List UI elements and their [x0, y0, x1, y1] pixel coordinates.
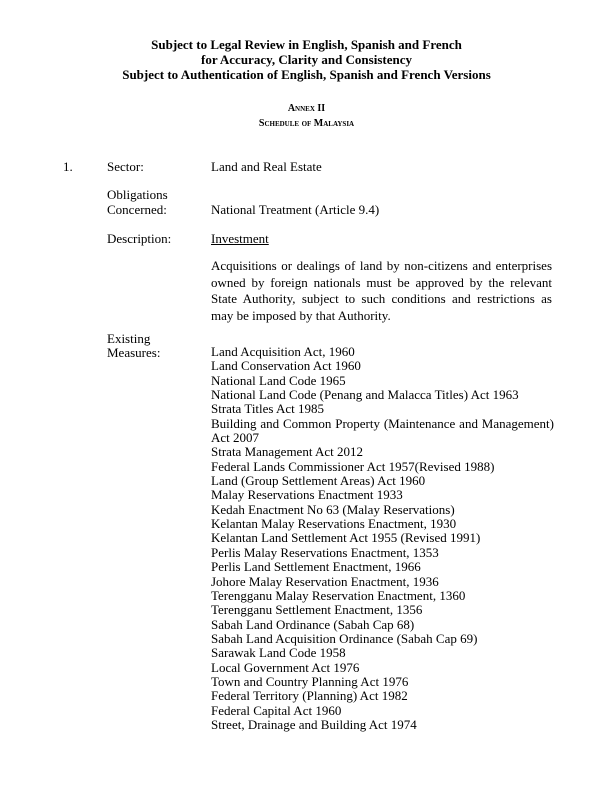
- existing-measures-label-2: Measures:: [107, 345, 161, 360]
- measure-item: Land Acquisition Act, 1960: [211, 344, 355, 359]
- annex-subtitle: Schedule of Malaysia: [258, 118, 355, 129]
- measure-item: Federal Capital Act 1960: [211, 702, 342, 718]
- document-header: [0, 37, 613, 82]
- measure-item: Malay Reservations Enactment 1933: [211, 487, 403, 503]
- measure-item: Perlis Land Settlement Enactment, 1966: [211, 559, 421, 575]
- measure-item: Kelantan Malay Reservations Enactment, 1930: [211, 516, 457, 532]
- measure-item: National Land Code (Penang and Malacca Titles) Act 1963: [211, 387, 519, 403]
- annex-title: Annex II: [287, 103, 326, 114]
- description-heading: Investment: [211, 231, 269, 246]
- header-line-3: Subject to Authentication of English, Spanish and French Versions: [122, 67, 491, 82]
- measure-item: Strata Titles Act 1985: [211, 401, 325, 417]
- measure-item: Local Government Act 1976: [211, 659, 360, 675]
- measure-item: Johore Malay Reservation Enactment, 1936: [211, 573, 439, 589]
- obligations-label-2: Concerned:: [107, 202, 167, 217]
- measure-item: Federal Territory (Planning) Act 1982: [211, 688, 408, 704]
- obligations-label-1: Obligations: [107, 187, 168, 202]
- obligations-value: National Treatment (Article 9.4): [211, 202, 380, 217]
- sector-value: Land and Real Estate: [211, 159, 322, 174]
- header-line-2: for Accuracy, Clarity and Consistency: [201, 52, 412, 67]
- measure-item: Land (Group Settlement Areas) Act 1960: [211, 473, 426, 489]
- description-text: Acquisitions or dealings of land by non-citizens and enterprises owned by foreign nationals must be approved by the relevant State Authority, subject to such conditions and restrictions as may be imposed by that Authority.: [211, 258, 552, 323]
- measure-item: Federal Lands Commissioner Act 1957(Revised 1988): [211, 458, 495, 474]
- measure-item: Terengganu Malay Reservation Enactment, 1360: [211, 587, 466, 603]
- measure-item: Sabah Land Ordinance (Sabah Cap 68): [211, 616, 415, 632]
- existing-measures-label-1: Existing: [107, 331, 151, 346]
- measure-item: Sabah Land Acquisition Ordinance (Sabah Cap 69): [211, 630, 478, 646]
- measure-item: Kelantan Land Settlement Act 1955 (Revised 1991): [211, 530, 481, 546]
- measure-item: Town and Country Planning Act 1976: [211, 673, 409, 689]
- sector-label: Sector:: [107, 159, 144, 174]
- measure-item: National Land Code 1965: [211, 372, 346, 388]
- annex-heading: [0, 101, 613, 131]
- measure-item: Perlis Malay Reservations Enactment, 1353: [211, 544, 439, 560]
- measure-item: Strata Management Act 2012: [211, 444, 363, 460]
- description-label: Description:: [107, 231, 172, 246]
- measure-item: Street, Drainage and Building Act 1974: [211, 716, 417, 732]
- measure-item: Kedah Enactment No 63 (Malay Reservations): [211, 501, 455, 517]
- entry-number: 1.: [63, 159, 73, 174]
- measure-item: Terengganu Settlement Enactment, 1356: [211, 602, 423, 618]
- measure-item: Land Conservation Act 1960: [211, 358, 361, 374]
- measure-item: Sarawak Land Code 1958: [211, 645, 346, 661]
- header-line-1: Subject to Legal Review in English, Spanish and French: [151, 37, 462, 52]
- measures-list: [211, 345, 554, 732]
- measure-item: Building and Common Property (Maintenance and Management) Act 2007: [211, 415, 554, 446]
